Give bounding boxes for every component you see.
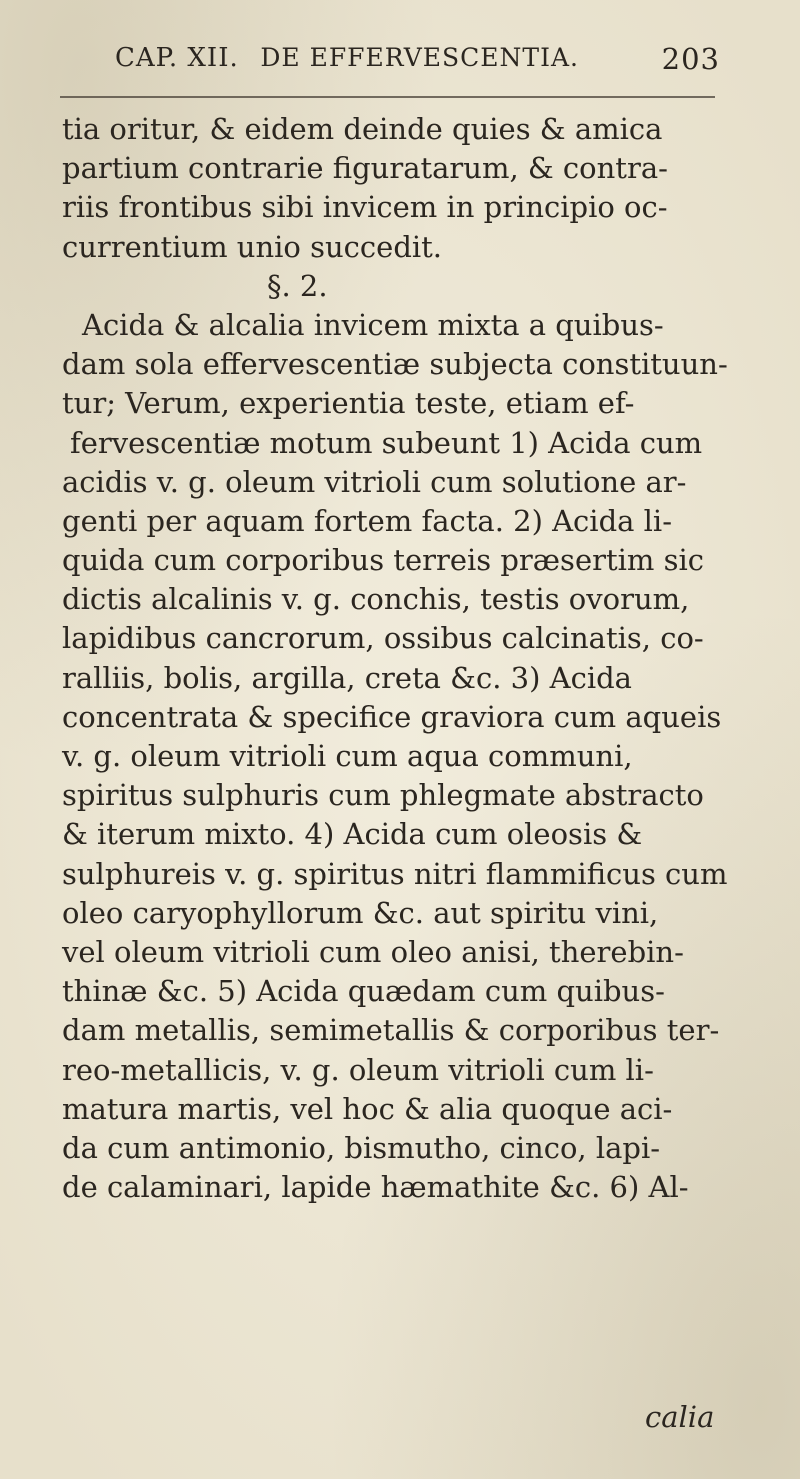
text-line: currentium unio succedit. — [62, 229, 443, 264]
text-line: fervescentiæ motum subeunt 1) Acida cum — [70, 425, 703, 460]
text-line: oleo caryophyllorum &c. aut spiritu vini, — [62, 895, 659, 930]
text-line: vel oleum vitrioli cum oleo anisi, therebin- — [62, 934, 684, 969]
text-line: dictis alcalinis v. g. conchis, testis ovorum, — [62, 582, 690, 617]
text-line: tia oritur, & eidem deinde quies & amica — [62, 112, 663, 146]
section-heading: §. 2. — [267, 268, 328, 303]
text-line: sulphureis v. g. spiritus nitri flammificus cum — [62, 856, 728, 891]
text-line: quida cum corporibus terreis præsertim sic — [62, 543, 705, 578]
text-line: da cum antimonio, bismutho, cinco, lapi- — [62, 1130, 661, 1165]
text-line: dam sola effervescentiæ subjecta constituun- — [62, 347, 728, 382]
text-line: matura martis, vel hoc & alia quoque aci- — [62, 1091, 673, 1126]
text-line: lapidibus cancrorum, ossibus calcinatis, co- — [62, 621, 704, 656]
text-line: de calaminari, lapide hæmathite &c. 6) Al- — [62, 1170, 689, 1205]
header-title: DE EFFERVESCENTIA. — [260, 43, 579, 72]
text-line: & iterum mixto. 4) Acida cum oleosis & — [62, 817, 643, 852]
text-line: tur; Verum, experientia teste, etiam ef- — [62, 386, 635, 421]
header-rule — [60, 96, 715, 98]
text-line: ralliis, bolis, argilla, creta &c. 3) Acida — [62, 660, 632, 695]
text-line: Acida & alcalia invicem mixta a quibus- — [82, 307, 664, 342]
text-line: reo-metallicis, v. g. oleum vitrioli cum li- — [62, 1052, 654, 1087]
text-line: spiritus sulphuris cum phlegmate abstracto — [62, 778, 704, 813]
text-line: dam metallis, semimetallis & corporibus ter- — [62, 1013, 720, 1048]
text-line: riis frontibus sibi invicem in principio oc- — [62, 190, 668, 225]
running-header — [115, 42, 720, 76]
text-line: thinæ &c. 5) Acida quædam cum quibus- — [62, 974, 665, 1009]
text-line: concentrata & specifice graviora cum aqueis — [62, 699, 722, 734]
text-line: acidis v. g. oleum vitrioli cum solutione ar- — [62, 464, 687, 499]
catchword: calia — [645, 1400, 715, 1434]
chapter-label: CAP. XII. — [115, 43, 239, 73]
page-number: 203 — [661, 42, 720, 76]
body-text — [62, 110, 728, 1207]
text-line: partium contrarie figuratarum, & contra- — [62, 151, 668, 186]
text-line: genti per aquam fortem facta. 2) Acida li- — [62, 503, 672, 538]
text-line: v. g. oleum vitrioli cum aqua communi, — [62, 739, 633, 773]
